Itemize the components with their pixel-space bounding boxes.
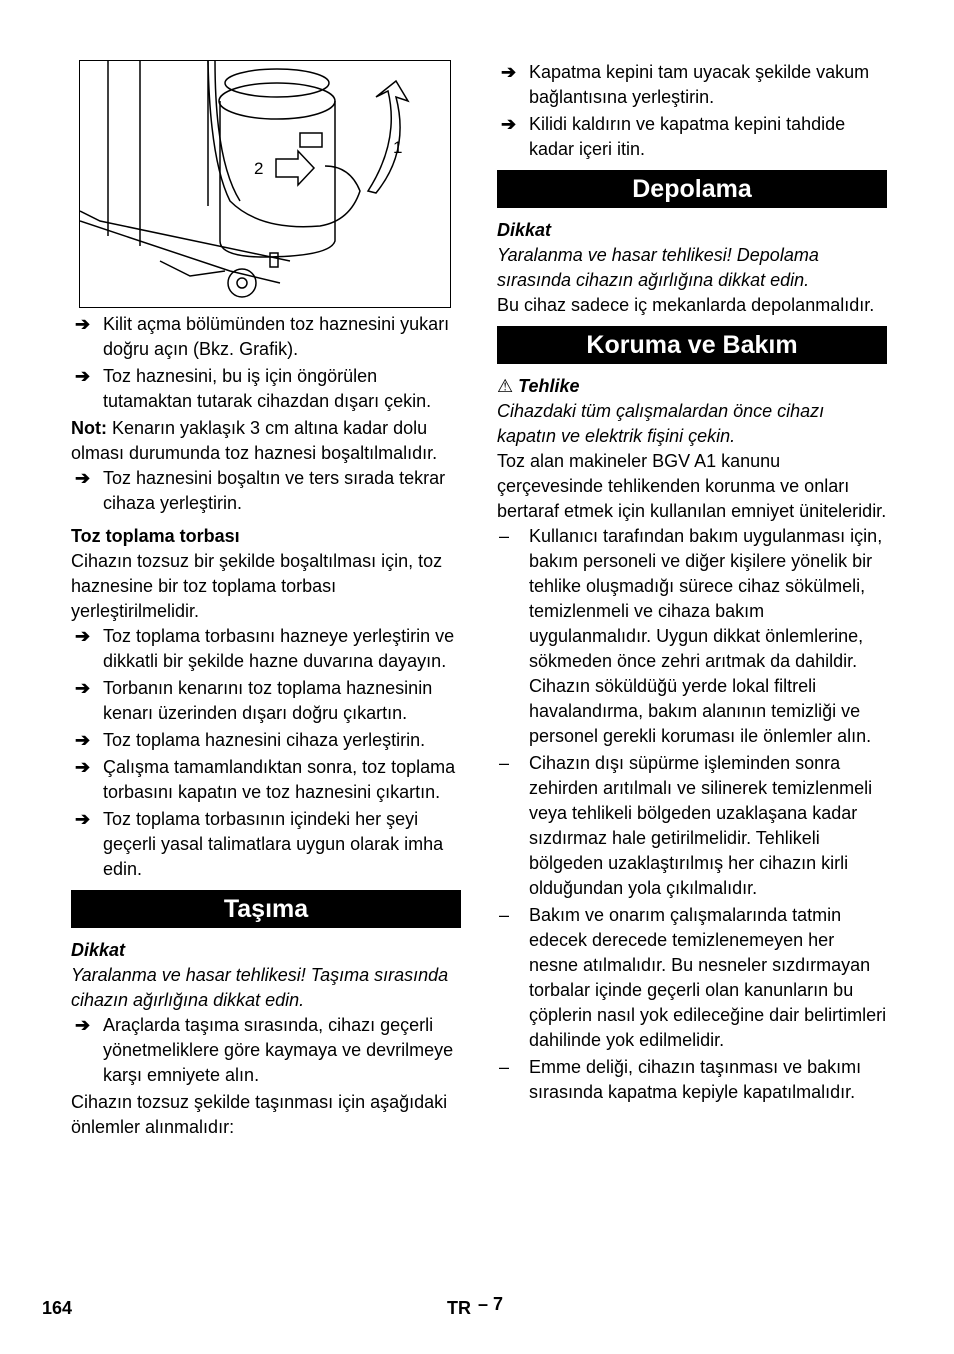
caution-label: Dikkat: [497, 220, 552, 240]
arrow-right-icon: ➔: [75, 468, 91, 488]
arrow-right-icon: ➔: [75, 757, 91, 777]
dash-item-1: – Kullanıcı tarafından bakım uygulanması için, bakım personeli ve diğer kişilere yönelik bir tehlike oluşmadığı sürece cihaz sökülmeli, temizlenmeli ve cihaza bakım uygulanmalıdır. Uygun dikkat önlemlerine, sökmeden önce zehri arıtmak da dahildir. Cihazın söküldüğü yerde lokal filtreli havalandırma, bakım alanının temizliği ve personel gerekli koruması ile önlemler alın.: [499, 526, 883, 746]
step-empty-hopper: ➔ Toz haznesini boşaltın ve ters sırada tekrar cihaza yerleştirin.: [75, 468, 446, 513]
section-page-number: – 7: [478, 1294, 504, 1314]
step-bag-2: ➔ Torbanın kenarını toz toplama haznesinin kenarı üzerinden dışarı doğru çıkartın.: [75, 678, 433, 723]
step-open-hopper: ➔ Kilit açma bölümünden toz haznesini yukarı doğru açın (Bkz. Grafik).: [75, 314, 450, 359]
dash-item-4: – Emme deliği, cihazın taşınması ve bakımı sırasında kapatma kepiyle kapatılmalıdır.: [499, 1057, 862, 1102]
danger-heading: [497, 374, 887, 399]
step-bag-1: ➔ Toz toplama torbasını hazneye yerleştirin ve dikkatli bir şekilde hazne duvarına dayayın.: [75, 626, 455, 671]
step-bag-5: ➔ Toz toplama torbasının içindeki her şeyi geçerli yasal talimatlara uygun olarak imha edin.: [75, 809, 444, 879]
dash-item-2: – Cihazın dışı süpürme işleminden sonra zehirden arıtılmalı ve silinerek temizlenmeli veya tehlikeli bölgeden uzaklaşana kadar sızdırmaz hale getirilmelidir. Tehlikeli bölgeden uzaklaştırılmış her cihazın kirli olduğundan yola çıkılmalıdır.: [499, 753, 873, 898]
dash-bullet: –: [499, 905, 510, 925]
dash-bullet: –: [499, 1057, 510, 1077]
step-cap-2: ➔ Kilidi kaldırın ve kapatma kepini tahdide kadar içeri itin.: [501, 114, 846, 159]
arrow-right-icon: ➔: [75, 809, 91, 829]
left-column: [71, 60, 461, 1140]
step-bag-4: ➔ Çalışma tamamlandıktan sonra, toz toplama torbasını kapatın ve toz haznesini çıkartın.: [75, 757, 456, 802]
caution-text: Yaralanma ve hasar tehlikesi! Depolama sırasında cihazın ağırlığına dikkat edin.: [497, 245, 819, 290]
caution-text: Yaralanma ve hasar tehlikesi! Taşıma sırasında cihazın ağırlığına dikkat edin.: [71, 965, 449, 1010]
section-heading-depolama: Depolama: [497, 170, 887, 208]
arrow-right-icon: ➔: [75, 366, 91, 386]
subheading-dust-bag: Toz toplama torbası: [71, 526, 240, 546]
vacuum-illustration: [80, 61, 450, 307]
note-text: Kenarın yaklaşık 3 cm altına kadar dolu olması durumunda toz haznesi boşaltılmalıdır.: [71, 418, 438, 463]
note-paragraph: [71, 416, 461, 466]
step-pull-hopper: ➔ Toz haznesini, bu iş için öngörülen tutamaktan tutarak cihazdan dışarı çekin.: [75, 366, 432, 411]
danger-text: Cihazdaki tüm çalışmalardan önce cihazı kapatın ve elektrik fişini çekin.: [497, 401, 825, 446]
transport-outro: Cihazın tozsuz şekilde taşınması için aşağıdaki önlemler alınmalıdır:: [71, 1092, 448, 1137]
arrow-right-icon: ➔: [75, 730, 91, 750]
arrow-right-icon: ➔: [75, 678, 91, 698]
section-heading-tasima: Taşıma: [71, 890, 461, 928]
storage-text: Bu cihaz sadece iç mekanlarda depolanmalıdır.: [497, 295, 875, 315]
figure-label-2: 2: [254, 159, 264, 178]
section-heading-bakim: Koruma ve Bakım: [497, 326, 887, 364]
step-transport: ➔ Araçlarda taşıma sırasında, cihazı geçerli yönetmeliklere göre kaymaya ve devrilmeye karşı emniyete alın.: [75, 1015, 454, 1085]
arrow-right-icon: ➔: [501, 114, 517, 134]
right-column: [497, 60, 887, 1107]
dash-bullet: –: [499, 526, 510, 546]
arrow-right-icon: ➔: [75, 626, 91, 646]
figure-label-1: 1: [393, 138, 403, 157]
page-number: 164: [42, 1298, 73, 1318]
device-figure: [79, 60, 451, 308]
maintenance-intro: Toz alan makineler BGV A1 kanunu çerçevesinde tehlikenden korunma ve onları bertaraf etmek için kullanılan emniyet üniteleridir.: [497, 451, 887, 521]
arrow-right-icon: ➔: [75, 314, 91, 334]
dust-bag-intro: Cihazın tozsuz bir şekilde boşaltılması için, toz haznesine bir toz toplama torbası yerleştirilmelidir.: [71, 551, 443, 621]
caution-label: Dikkat: [71, 940, 126, 960]
dash-item-3: – Bakım ve onarım çalışmalarında tatmin edecek derecede temizlenemeyen her nesne atılmalıdır. Bu nesneler sızdırmayan torbalar içinde geçerli olan kanunların bu çöplerin nasıl yok edileceğine dair belirtimleri dahilinde yok edilmelidir.: [499, 905, 887, 1050]
step-bag-3: ➔ Toz toplama haznesini cihaza yerleştirin.: [71, 728, 461, 753]
step-cap-1: ➔ Kapatma kepini tam uyacak şekilde vakum bağlantısına yerleştirin.: [501, 62, 870, 107]
language-code: TR: [447, 1298, 471, 1318]
arrow-right-icon: ➔: [501, 62, 517, 82]
note-label: Not:: [71, 418, 107, 438]
danger-label: Tehlike: [518, 376, 580, 396]
dash-bullet: –: [499, 753, 510, 773]
arrow-right-icon: ➔: [75, 1015, 91, 1035]
warning-triangle-icon: ⚠: [497, 376, 514, 396]
